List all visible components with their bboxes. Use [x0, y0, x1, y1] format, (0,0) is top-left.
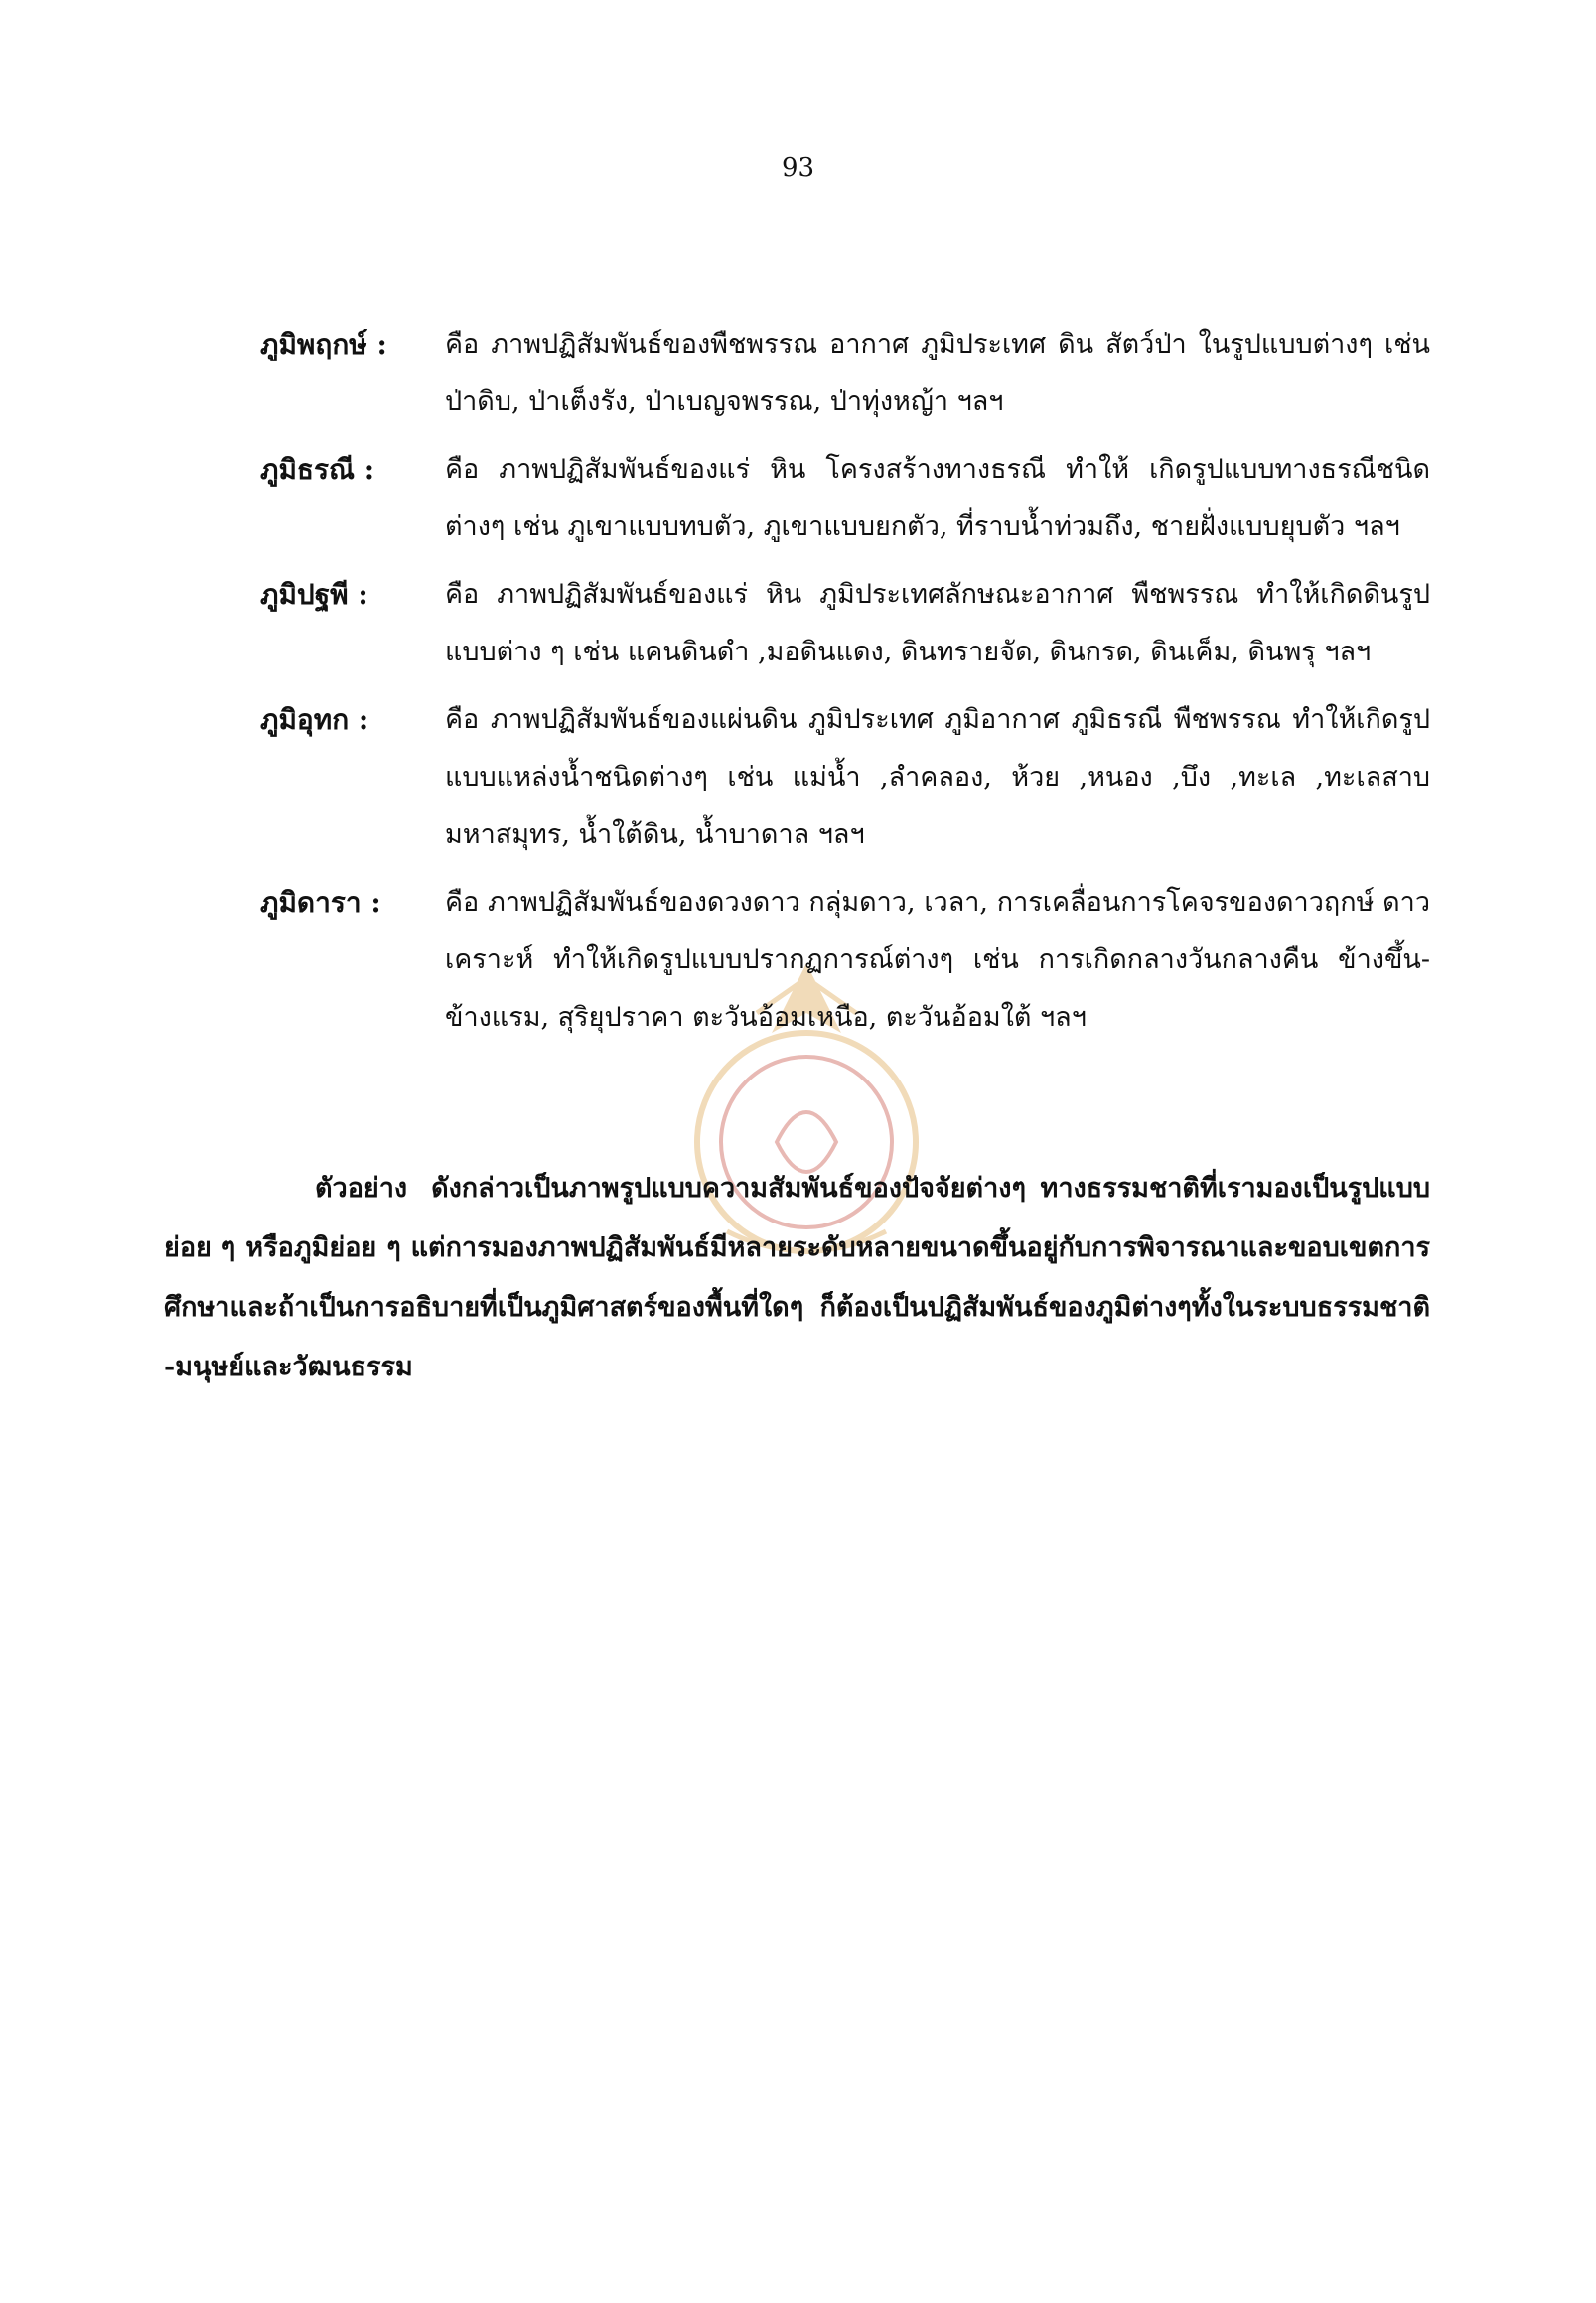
definition-list — [260, 316, 1430, 1057]
page-number: 93 — [781, 153, 815, 183]
summary-text: ดังกล่าวเป็นภาพรูปแบบความสัมพันธ์ของปัจจัยต่างๆ ทางธรรมชาติที่เรามองเป็นรูปแบบย่อย ๆ หรือภูมิย่อย ๆ แต่การมองภาพปฏิสัมพันธ์มีหลายระดับหลายขนาดขึ้นอยู่กับการพิจารณาและขอบเขตการศึกษาและถ้าเป็นการอธิบายที่เป็นภูมิศาสตร์ของพื้นที่ใดๆ ก็ต้องเป็นปฏิสัมพันธ์ของภูมิต่างๆทั้งในระบบธรรมชาติ -มนุษย์และวัฒนธรรม — [164, 1173, 1430, 1382]
summary-paragraph — [164, 1159, 1430, 1397]
definition-entry-bhumi-pruek — [260, 316, 1430, 431]
definition-term: ภูมิดารา : — [260, 886, 381, 919]
definition-entry-bhumi-pathapi — [260, 566, 1430, 681]
definition-entry-bhumi-thorani — [260, 441, 1430, 556]
definition-description: คือ ภาพปฏิสัมพันธ์ของดวงดาว กลุ่มดาว, เวลา, การเคลื่อนการโคจรของดาวฤกษ์ ดาวเคราะห์ ทำให้เกิดรูปแบบปรากฏการณ์ต่างๆ เช่น การเกิดกลางวันกลางคืน ข้างขึ้น-ข้างแรม, สุริยุปราคา ตะวันอ้อมเหนือ, ตะวันอ้อมใต้ ฯลฯ — [445, 887, 1430, 1033]
definition-entry-bhumi-dara — [260, 874, 1430, 1047]
definition-term: ภูมิธรณี : — [260, 453, 375, 486]
summary-label: ตัวอย่าง — [315, 1173, 408, 1204]
definition-term: ภูมิอุทก : — [260, 703, 369, 736]
definition-entry-bhumi-uthok — [260, 691, 1430, 864]
definition-description: คือ ภาพปฏิสัมพันธ์ของแผ่นดิน ภูมิประเทศ ภูมิอากาศ ภูมิธรณี พืชพรรณ ทำให้เกิดรูปแบบแหล่งน้ำชนิดต่างๆ เช่น แม่น้ำ ,ลำคลอง, ห้วย ,หนอง ,บึง ,ทะเล ,ทะเลสาบมหาสมุทร, น้ำใต้ดิน, น้ำบาดาล ฯลฯ — [445, 704, 1430, 850]
definition-description: คือ ภาพปฏิสัมพันธ์ของพืชพรรณ อากาศ ภูมิประเทศ ดิน สัตว์ป่า ในรูปแบบต่างๆ เช่น ป่าดิบ, ป่าเต็งรัง, ป่าเบญจพรรณ, ป่าทุ่งหญ้า ฯลฯ — [445, 329, 1430, 417]
definition-term: ภูมิปฐพี : — [260, 578, 368, 611]
definition-description: คือ ภาพปฏิสัมพันธ์ของแร่ หิน โครงสร้างทางธรณี ทำให้ เกิดรูปแบบทางธรณีชนิดต่างๆ เช่น ภูเขาแบบทบตัว, ภูเขาแบบยกตัว, ที่ราบน้ำท่วมถึง, ชายฝั่งแบบยุบตัว ฯลฯ — [445, 454, 1430, 542]
definition-description: คือ ภาพปฏิสัมพันธ์ของแร่ หิน ภูมิประเทศลักษณะอากาศ พืชพรรณ ทำให้เกิดดินรูปแบบต่าง ๆ เช่น แคนดินดำ ,มอดินแดง, ดินทรายจัด, ดินกรด, ดินเค็ม, ดินพรุ ฯลฯ — [445, 579, 1430, 667]
definition-term: ภูมิพฤกษ์ : — [260, 328, 387, 360]
